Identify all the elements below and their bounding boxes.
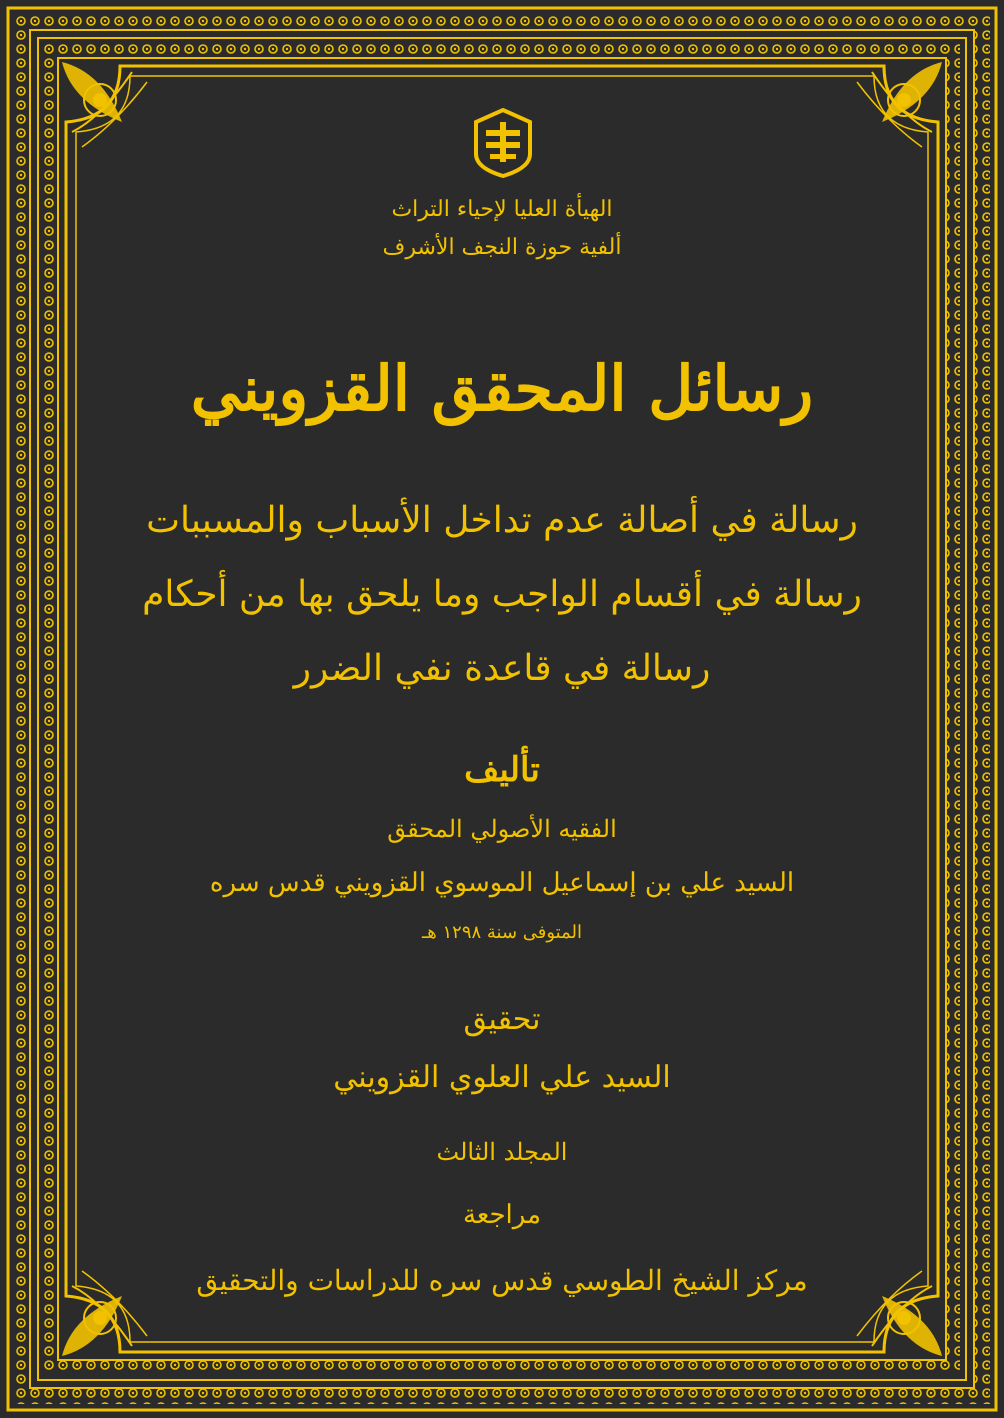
editor-name: السيد علي العلوي القزويني bbox=[333, 1060, 671, 1095]
organization-line-1: الهيأة العليا لإحياء التراث bbox=[391, 197, 613, 222]
author-death-date: المتوفى سنة ١٢٩٨ هـ bbox=[421, 922, 582, 943]
organization-line-2: ألفية حوزة النجف الأشرف bbox=[382, 235, 622, 260]
authorship-label: تأليف bbox=[464, 750, 540, 790]
volume-label: المجلد الثالث bbox=[436, 1138, 568, 1166]
treatise-title-1: رسالة في أصالة عدم تداخل الأسباب والمسببات bbox=[146, 500, 858, 541]
author-description: الفقيه الأصولي المحقق bbox=[387, 815, 617, 843]
treatise-title-2: رسالة في أقسام الواجب وما يلحق بها من أحكام bbox=[142, 574, 862, 615]
author-name: السيد علي بن إسماعيل الموسوي القزويني قدس سره bbox=[209, 868, 795, 898]
review-center: مركز الشيخ الطوسي قدس سره للدراسات والتحقيق bbox=[196, 1264, 808, 1297]
editing-label: تحقيق bbox=[463, 1002, 541, 1037]
treatise-title-3: رسالة في قاعدة نفي الضرر bbox=[293, 648, 711, 689]
review-label: مراجعة bbox=[462, 1200, 542, 1230]
institution-seal-icon bbox=[470, 108, 536, 178]
book-title: رسائل المحقق القزويني bbox=[190, 352, 814, 425]
